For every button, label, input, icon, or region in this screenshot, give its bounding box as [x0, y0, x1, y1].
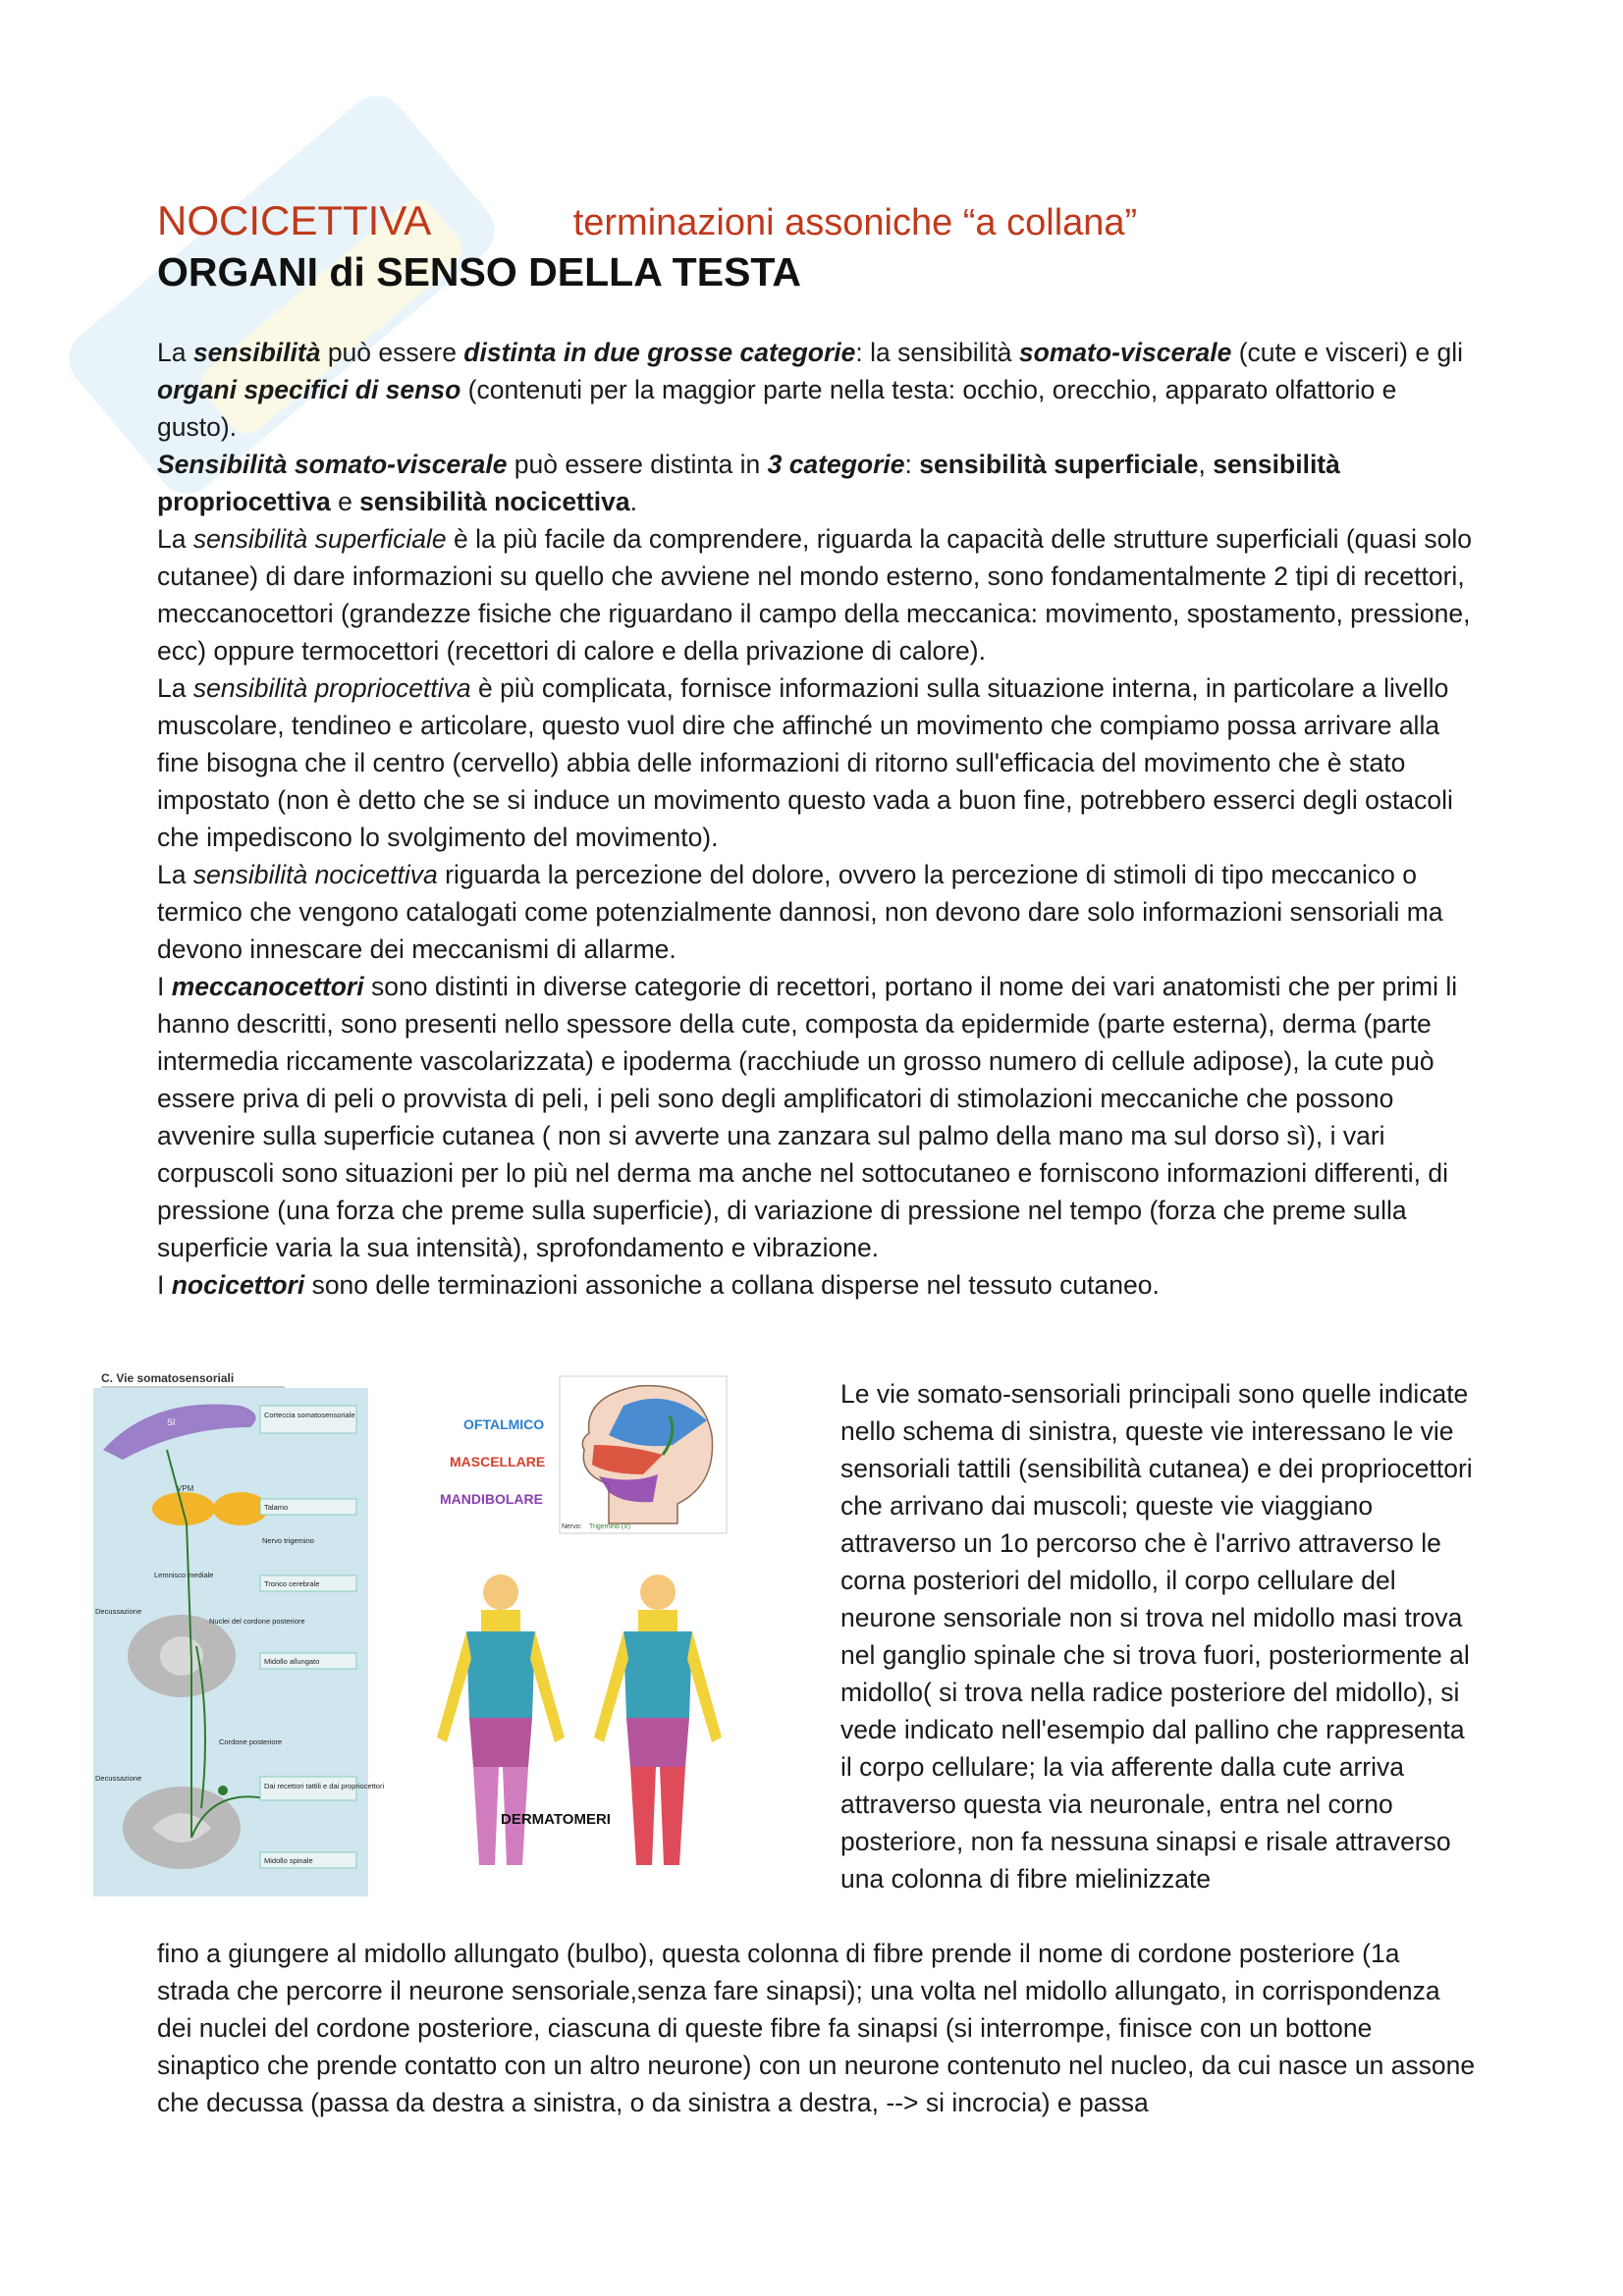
svg-text:Trigemino (V): Trigemino (V): [589, 1523, 631, 1530]
svg-text:Midollo spinale: Midollo spinale: [264, 1856, 313, 1865]
somatosensory-pathways-figure: [93, 1366, 385, 1896]
page-title: ORGANI di SENSO DELLA TESTA: [157, 249, 802, 294]
column-text: Le vie somato-sensoriali principali sono quelle indicate nello schema di sinistra, queste vie interessano le vie sensoriali tattili (sensibilità cutanea) e dei propriocettori che arrivano dai muscoli; queste vie viaggiano attraverso un 1o percorso che è l'arrivo attraverso le corna posteriori del midollo, il corpo cellulare del neurone sensoriale non si trova nel midollo masi trova nel ganglio spinale che si trova fuori, posteriormente al midollo( si trova nella radice posteriore del midollo), si vede indicato nell'esempio dal pallino che rappresenta il corpo cellulare; la via afferente dalla cute arriva attraverso questa via neuronale, entra nel corno posteriore, non fa nessuna sinapsi e risale attraverso una colonna di fibre mielinizzate: [840, 1379, 1473, 1894]
svg-text:Nervo:: Nervo:: [562, 1523, 582, 1530]
label-corteccia: Corteccia somatosensoriale: [264, 1411, 355, 1419]
paragraph-7: I nocicettori sono delle terminazioni assoniche a collana disperse nel tessuto cutaneo.: [157, 1270, 1160, 1300]
section-subtitle: terminazioni assoniche “a collana”: [572, 202, 1138, 243]
heading-row: [157, 196, 1137, 247]
svg-text:Nuclei del cordone posteriore: Nuclei del cordone posteriore: [209, 1617, 305, 1626]
svg-text:Talamo: Talamo: [264, 1503, 289, 1512]
label-mandibolare: MANDIBOLARE: [440, 1491, 543, 1507]
svg-text:Nervo trigemino: Nervo trigemino: [262, 1536, 314, 1545]
main-text: [157, 334, 1478, 1304]
svg-text:Tronco cerebrale: Tronco cerebrale: [264, 1579, 320, 1588]
dermatomes-figure: [412, 1571, 805, 1875]
svg-text:Dai recettori tattili e dai pr: Dai recettori tattili e dai propriocettori: [264, 1782, 385, 1790]
label-dermatomeri: DERMATOMERI: [501, 1811, 611, 1828]
trigeminal-figure: [412, 1376, 727, 1533]
svg-text:Decussazione: Decussazione: [95, 1607, 142, 1616]
continuation-text: fino a giungere al midollo allungato (bulbo), questa colonna di fibre prende il nome di cordone posteriore (1a strada che percorre il neurone sensoriale,senza fare sinapsi); una volta nel midollo allungato, in corrispondenza dei nuclei del cordone posteriore, ciascuna di queste fibre fa sinapsi (si interrompe, finisce con un bottone sinaptico che prende contatto con un altro neurone) con un neurone contenuto nel nucleo, da cui nasce un assone che decussa (passa da destra a sinistra, o da sinistra a destra, --> si incrocia) e passa: [157, 1939, 1476, 2117]
label-mascellare: MASCELLARE: [450, 1454, 546, 1469]
paragraph-6: I meccanocettori sono distinti in diverse categorie di recettori, portano il nome dei vari anatomisti che per primi li hanno descritti, sono presenti nello spessore della cute, composta da epidermide (parte esterna), derma (parte intermedia riccamente vascolarizzata) e ipoderma (racchiude un grosso numero di cellule adipose), la cute può essere priva di peli o provvista di peli, i peli sono degli amplificatori di stimolazioni meccaniche che possono avvenire sulla superficie cutanea ( non si avverte una zanzara sul palmo della mano ma sul dorso sì), i vari corpuscoli sono situazioni per lo più nel derma ma anche nel sottocutaneo e forniscono informazioni differenti, di pressione (una forza che preme sulla superficie), di variazione di pressione nel tempo (forza che preme sulla superficie varia la sua intensità), sprofondamento e vibrazione.: [157, 972, 1458, 1262]
svg-text:Lemnisco mediale: Lemnisco mediale: [154, 1571, 214, 1579]
paragraph-4: La sensibilità propriocettiva è più complicata, fornisce informazioni sulla situazione interna, in particolare a livello muscolare, tendineo e articolare, questo vuol dire che affinché un movimento che compiamo possa arrivare alla fine bisogna che il centro (cervello) abbia delle informazioni di ritorno sull'efficacia del movimento che è stato impostato (non è detto che se si induce un movimento questo vada a buon fine, potrebbero esserci degli ostacoli che impediscono lo svolgimento del movimento).: [157, 673, 1453, 852]
svg-text:SI: SI: [167, 1417, 176, 1427]
svg-text:Cordone posteriore: Cordone posteriore: [219, 1737, 283, 1746]
svg-text:Midollo allungato: Midollo allungato: [264, 1657, 320, 1666]
svg-text:VPM: VPM: [177, 1484, 194, 1493]
paragraph-3: La sensibilità superficiale è la più facile da comprendere, riguarda la capacità delle strutture superficiali (quasi solo cutanee) di dare informazioni su quello che avviene nel mondo esterno, sono fondamentalmente 2 tipi di recettori, meccanocettori (grandezze fisiche che riguardano il campo della meccanica: movimento, spostamento, pressione, ecc) oppure termocettori (recettori di calore e della privazione di calore).: [157, 524, 1472, 666]
paragraph-5: La sensibilità nocicettiva riguarda la percezione del dolore, ovvero la percezione di stimoli di tipo meccanico o termico che vengono catalogati come potenzialmente dannosi, non devono dare solo informazioni sensoriali ma devono innescare dei meccanismi di allarme.: [157, 860, 1443, 964]
svg-text:Decussazione: Decussazione: [95, 1774, 142, 1783]
label-oftalmico: OFTALMICO: [463, 1416, 545, 1432]
paragraph-2: Sensibilità somato-viscerale può essere distinta in 3 categorie: sensibilità superficiale, sensibilità propriocettiva e sensibilità nocicettiva.: [157, 450, 1340, 516]
paragraph-1: La sensibilità può essere distinta in due grosse categorie: la sensibilità somato-viscerale (cute e visceri) e gli organi specifici di senso (contenuti per la maggior parte nella testa: occhio, orecchio, apparato olfattorio e gusto).: [157, 338, 1463, 442]
section-title: NOCICETTIVA: [157, 197, 432, 243]
fig1-title: C. Vie somatosensoriali: [101, 1371, 235, 1385]
